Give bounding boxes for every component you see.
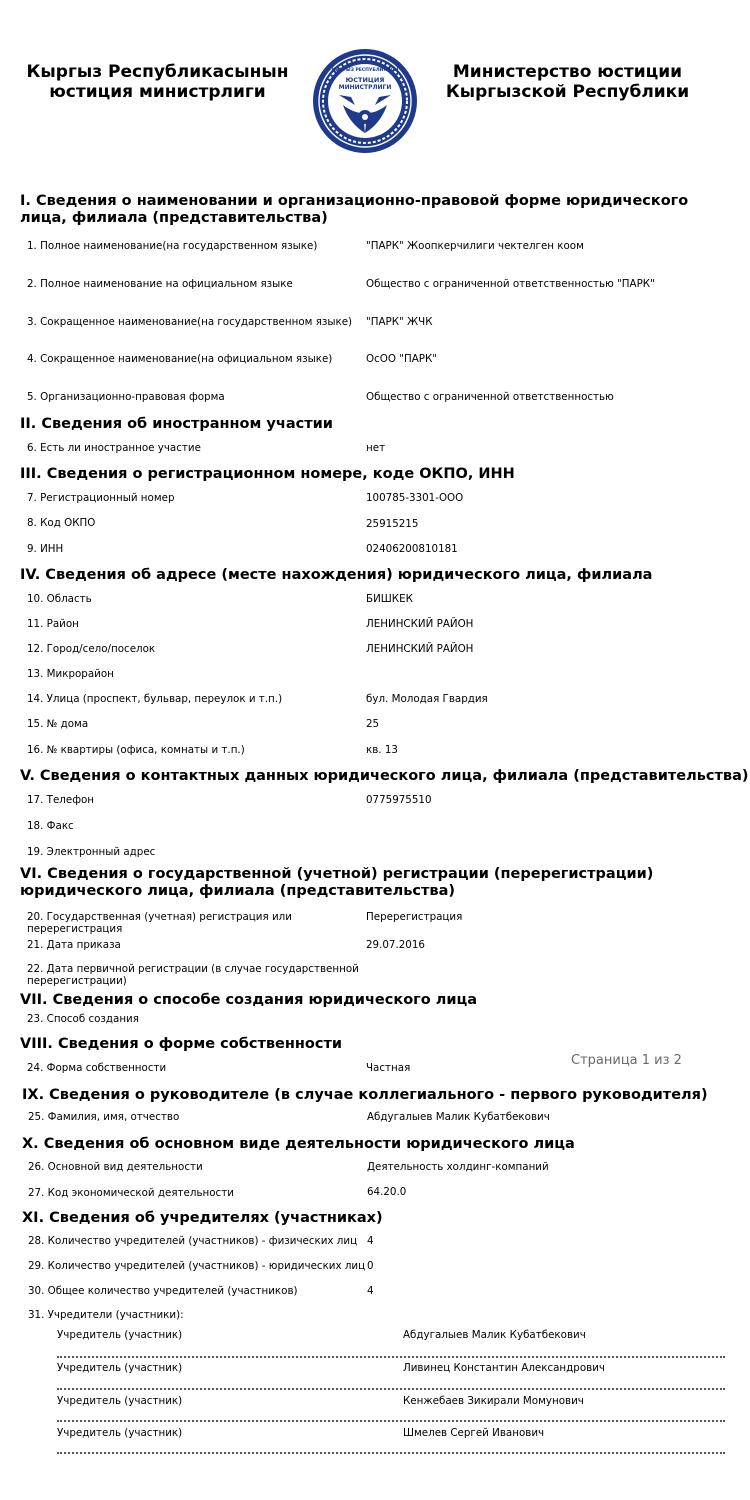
field-11-value: ЛЕНИНСКИЙ РАЙОН — [366, 618, 474, 630]
ministry-seal — [311, 47, 419, 155]
field-30-value: 4 — [367, 1285, 374, 1297]
field-9-label: 9. ИНН — [27, 543, 64, 555]
header-right-line1: Министерство юстиции — [452, 62, 683, 82]
founder-1-name: Абдугалыев Малик Кубатбекович — [403, 1329, 586, 1341]
founder-2-label: Учредитель (участник) — [57, 1362, 183, 1374]
field-14-value: бул. Молодая Гвардия — [366, 693, 488, 705]
field-17-value: 0775975510 — [366, 794, 432, 806]
field-24-label: 24. Форма собственности — [27, 1062, 167, 1074]
field-25-value: Абдугалыев Малик Кубатбекович — [367, 1111, 550, 1123]
field-31-label: 31. Учредители (участники): — [28, 1309, 184, 1321]
section-8-title: VIII. Сведения о форме собственности — [20, 1036, 343, 1052]
field-25-label: 25. Фамилия, имя, отчество — [28, 1111, 180, 1123]
field-27-label: 27. Код экономической деятельности — [28, 1187, 234, 1199]
field-20-label: 20. Государственная (учетная) регистрация или перерегистрация — [27, 911, 292, 935]
field-27-value: 64.20.0 — [367, 1186, 407, 1198]
field-22-label: 22. Дата первичной регистрации (в случае государственной перерегистрации) — [27, 963, 359, 987]
seal-text-arc: КЫРГЫЗ РЕСПУБЛИКАСЫ — [331, 68, 399, 73]
field-7-value: 100785-3301-ООО — [366, 492, 464, 504]
field-26-label: 26. Основной вид деятельности — [28, 1161, 203, 1173]
section-2-title: II. Сведения об иностранном участии — [20, 416, 333, 432]
field-23-label: 23. Способ создания — [27, 1013, 139, 1025]
field-29-label: 29. Количество учредителей (участников) - юридических лиц — [28, 1260, 366, 1272]
founder-1-label: Учредитель (участник) — [57, 1329, 183, 1341]
section-3-title: III. Сведения о регистрационном номере, коде ОКПО, ИНН — [20, 466, 515, 482]
founder-3-name: Кенжебаев Зикирали Момунович — [403, 1395, 584, 1407]
field-19-label: 19. Электронный адрес — [27, 846, 156, 858]
section-1-title: I. Сведения о наименовании и организационно-правовой форме юридического лица, филиала (представительства) — [20, 193, 689, 226]
section-10-title: X. Сведения об основном виде деятельности юридического лица — [22, 1136, 575, 1152]
field-2-label: 2. Полное наименование на официальном языке — [27, 278, 293, 290]
section-9-title: IX. Сведения о руководителе (в случае коллегиального - первого руководителя) — [22, 1087, 708, 1103]
section-6-title: VI. Сведения о государственной (учетной) регистрации (перерегистрации) юридического лица, филиала (представительства) — [20, 866, 654, 899]
field-26-value: Деятельность холдинг-компаний — [367, 1161, 549, 1173]
field-12-label: 12. Город/село/поселок — [27, 643, 156, 655]
field-14-label: 14. Улица (проспект, бульвар, переулок и т.п.) — [27, 693, 283, 705]
field-12-value: ЛЕНИНСКИЙ РАЙОН — [366, 643, 474, 655]
field-8-value: 25915215 — [366, 518, 419, 530]
field-13-label: 13. Микрорайон — [27, 668, 114, 680]
field-10-value: БИШКЕК — [366, 593, 413, 605]
field-20-value: Перерегистрация — [366, 911, 463, 923]
field-24-value: Частная — [366, 1062, 411, 1074]
field-30-label: 30. Общее количество учредителей (участников) — [28, 1285, 298, 1297]
field-1-value: "ПАРК" Жоопкерчилиги чектелген коом — [366, 240, 584, 252]
field-5-value: Общество с ограниченной ответственностью — [366, 391, 614, 403]
seal-text-line2: МИНИСТРЛИГИ — [338, 84, 392, 91]
founder-3-label: Учредитель (участник) — [57, 1395, 183, 1407]
field-21-label: 21. Дата приказа — [27, 939, 121, 951]
field-16-value: кв. 13 — [366, 744, 398, 756]
founder-2-divider — [57, 1388, 725, 1390]
section-11-title: XI. Сведения об учредителях (участниках) — [22, 1210, 383, 1226]
field-2-value: Общество с ограниченной ответственностью "ПАРК" — [366, 278, 655, 290]
field-11-label: 11. Район — [27, 618, 79, 630]
field-15-value: 25 — [366, 718, 380, 730]
founder-4-label: Учредитель (участник) — [57, 1427, 183, 1439]
field-4-label: 4. Сокращенное наименование(на официальном языке) — [27, 353, 333, 365]
field-15-label: 15. № дома — [27, 718, 89, 730]
field-8-label: 8. Код ОКПО — [27, 517, 96, 529]
header-left-line1: Кыргыз Республикасынын — [26, 62, 289, 82]
founder-2-name: Ливинец Константин Александрович — [403, 1362, 605, 1374]
field-16-label: 16. № квартиры (офиса, комнаты и т.п.) — [27, 744, 245, 756]
field-28-value: 4 — [367, 1235, 374, 1247]
field-6-label: 6. Есть ли иностранное участие — [27, 442, 201, 454]
field-10-label: 10. Область — [27, 593, 92, 605]
section-7-title: VII. Сведения о способе создания юридического лица — [20, 992, 478, 1008]
field-17-label: 17. Телефон — [27, 794, 95, 806]
page-indicator: Страница 1 из 2 — [571, 1053, 682, 1068]
founder-1-divider — [57, 1356, 725, 1358]
field-3-label: 3. Сокращенное наименование(на государственном языке) — [27, 316, 353, 328]
header-left-title — [10, 62, 305, 102]
field-5-label: 5. Организационно-правовая форма — [27, 391, 225, 403]
field-29-value: 0 — [367, 1260, 374, 1272]
header-right-title — [420, 62, 715, 102]
field-4-value: ОсОО "ПАРК" — [366, 353, 438, 365]
seal-text-line1: ЮСТИЦИЯ — [345, 76, 385, 84]
section-4-title: IV. Сведения об адресе (месте нахождения) юридического лица, филиала — [20, 567, 653, 583]
field-1-label: 1. Полное наименование(на государственном языке) — [27, 240, 318, 252]
founder-3-divider — [57, 1420, 725, 1422]
field-7-label: 7. Регистрационный номер — [27, 492, 175, 504]
field-9-value: 02406200810181 — [366, 543, 458, 555]
field-18-label: 18. Факс — [27, 820, 74, 832]
founder-4-name: Шмелев Сергей Иванович — [403, 1427, 545, 1439]
field-3-value: "ПАРК" ЖЧК — [366, 316, 433, 328]
header-left-line2: юстиция министрлиги — [49, 82, 266, 102]
field-21-value: 29.07.2016 — [366, 939, 425, 951]
field-6-value: нет — [366, 442, 386, 454]
founder-4-divider — [57, 1452, 725, 1454]
section-5-title: V. Сведения о контактных данных юридического лица, филиала (представительства) — [20, 768, 749, 784]
field-28-label: 28. Количество учредителей (участников) - физических лиц — [28, 1235, 358, 1247]
header-right-line2: Кыргызской Республики — [445, 82, 690, 102]
